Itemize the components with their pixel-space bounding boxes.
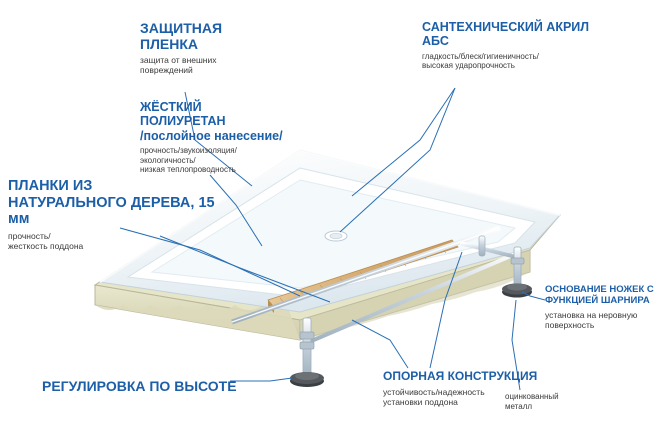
callout-title: ПЛАНКИ ИЗ НАТУРАЛЬНОГО ДЕРЕВА, 15 мм — [8, 178, 215, 228]
callout-galvanized-metal — [505, 392, 600, 411]
callout-title: ЖЁСТКИЙ ПОЛИУРЕТАН /послойное нанесение/ — [140, 100, 283, 143]
callout-title: САНТЕХНИЧЕСКИЙ АКРИЛ АБС — [422, 20, 590, 49]
callout-protective-film — [140, 20, 285, 76]
callout-subtitle: прочность/звукоизоляция/ экологичность/ низкая теплопроводность — [140, 146, 237, 175]
callout-title: РЕГУЛИРОВКА ПО ВЫСОТЕ — [42, 378, 237, 394]
callout-subtitle: устойчивость/надежность установки поддона — [383, 386, 485, 407]
callout-subtitle: оцинкованный металл — [505, 392, 559, 411]
callout-foot-base — [545, 285, 665, 330]
callout-subtitle: установка на неровную поверхность — [545, 309, 638, 331]
callout-title: ОСНОВАНИЕ НОЖЕК С ФУНКЦИЕЙ ШАРНИРА — [545, 284, 654, 306]
callout-title: ЗАЩИТНАЯ ПЛЕНКА — [140, 20, 223, 53]
callout-title: ОПОРНАЯ КОНСТРУКЦИЯ — [383, 369, 538, 383]
callout-wooden-slats — [8, 178, 238, 251]
callout-subtitle: защита от внешних повреждений — [140, 55, 217, 76]
callout-subtitle: прочность/ жесткость поддона — [8, 231, 84, 252]
callout-sanitary-acryl — [422, 20, 607, 71]
leg-back — [479, 236, 485, 256]
callout-subtitle: гладкость/блеск/гигиеничность/ высокая ударопрочность — [422, 51, 539, 71]
callout-height-adjustment — [42, 378, 272, 394]
callout-rigid-polyurethane — [140, 100, 290, 175]
